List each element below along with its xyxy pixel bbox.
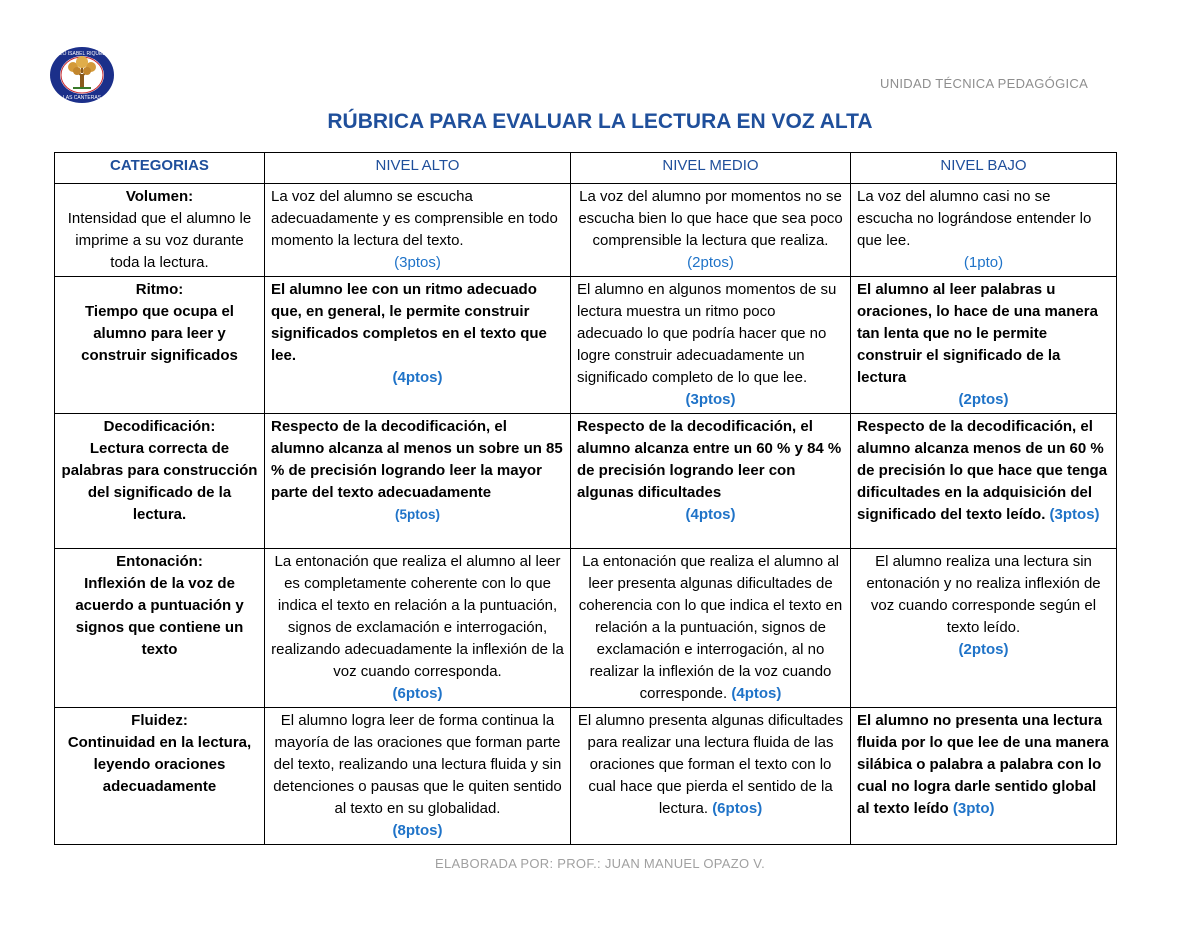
points-label: (2ptos) [958,641,1009,658]
header-categories: CATEGORIAS [55,153,265,184]
descriptor-cell [851,549,1117,708]
descriptor-text: La entonación que realiza el alumno al leer es completamente coherente con lo que indica el texto en relación a la puntuación, signos de exclamación e interrogación, realizando adecuadamente la inflexión de la voz cuando corresponda. [271,553,564,680]
criterion-cell [55,277,265,414]
descriptor-cell [571,549,851,708]
descriptor-cell [851,277,1117,414]
table-row [55,708,1117,845]
descriptor-text: La entonación que realiza el alumno al leer presenta algunas dificultades de coherencia con lo que indica el texto en relación a la puntuación, signos de exclamación e interrogación, al no realizar la inflexión de la voz cuando corresponde. [578,553,843,702]
points-label: (4ptos) [731,685,782,702]
criterion-description: Lectura correcta de palabras para construcción del significado de la lectura. [61,440,258,523]
unit-header: UNIDAD TÉCNICA PEDAGÓGICA [880,76,1089,91]
header-nivel-alto: NIVEL ALTO [265,153,571,184]
descriptor-text: Respecto de la decodificación, el alumno alcanza entre un 60 % y 84 % de precisión logrando leer con algunas dificultades [577,418,842,501]
descriptor-text: El alumno presenta algunas dificultades para realizar una lectura fluida de las oraciones que forman el texto con lo cual hace que pierda el sentido de la lectura. [577,712,844,817]
descriptor-cell [265,708,571,845]
descriptor-cell [265,549,571,708]
page-title: RÚBRICA PARA EVALUAR LA LECTURA EN VOZ ALTA [327,110,873,133]
table-row [55,414,1117,549]
descriptor-cell [265,414,571,549]
points-label: (1pto) [963,254,1004,271]
criterion-cell [55,708,265,845]
descriptor-cell [571,414,851,549]
criterion-description: Tiempo que ocupa el alumno para leer y construir significados [81,303,238,364]
points-label: (2ptos) [958,391,1009,408]
table-row [55,549,1117,708]
header-nivel-bajo: NIVEL BAJO [851,153,1117,184]
criterion-cell [55,414,265,549]
descriptor-text: Respecto de la decodificación, el alumno alcanza al menos un sobre un 85 % de precisión logrando leer la mayor parte del texto adecuadamente [271,418,563,501]
footer-author: ELABORADA POR: PROF.: JUAN MANUEL OPAZO V. [435,856,765,871]
points-label: (5ptos) [395,507,440,522]
descriptor-cell [851,414,1117,549]
points-label: (6ptos) [392,685,443,702]
criterion-description: Intensidad que el alumno le imprime a su voz durante toda la lectura. [67,210,252,271]
descriptor-cell [851,708,1117,845]
descriptor-text: La voz del alumno se escucha adecuadamente y es comprensible en todo momento la lectura del texto. [271,188,558,249]
descriptor-cell [265,184,571,277]
criterion-description: Inflexión de la voz de acuerdo a puntuación y signos que contiene un texto [75,575,244,658]
criterion-name: Decodificación: [103,418,216,435]
rubric-table [54,152,1117,845]
logo-ring-text-top: LICEO ISABEL RIQUELME [51,51,113,57]
points-label: (3ptos) [685,391,736,408]
header-row [55,153,1117,184]
descriptor-cell [851,184,1117,277]
descriptor-cell [571,184,851,277]
descriptor-cell [571,277,851,414]
descriptor-cell [265,277,571,414]
descriptor-cell [571,708,851,845]
table-row [55,184,1117,277]
descriptor-text: El alumno lee con un ritmo adecuado que, en general, le permite construir significados completos en el texto que lee. [271,281,547,364]
criterion-description: Continuidad en la lectura, leyendo oraciones adecuadamente [67,734,252,795]
descriptor-text: El alumno realiza una lectura sin entonación y no realiza inflexión de voz cuando corresponde según el texto leído. [866,553,1101,636]
descriptor-text: El alumno logra leer de forma continua la mayoría de las oraciones que forman parte del texto, realizando una lectura fluida y sin detenciones o pausas que le quiten sentido al texto en su globalidad. [273,712,562,817]
logo-ring-text-bottom: LAS CANTERAS [62,95,102,101]
points-label: (6ptos) [712,800,763,817]
descriptor-text: La voz del alumno por momentos no se escucha bien lo que hace que sea poco comprensible la lectura que realiza. [578,188,843,249]
criterion-cell [55,549,265,708]
criterion-name: Volumen: [125,188,194,205]
points-label: (4ptos) [685,506,736,523]
criterion-name: Ritmo: [135,281,184,298]
table-row [55,277,1117,414]
header-nivel-medio: NIVEL MEDIO [571,153,851,184]
descriptor-text: La voz del alumno casi no se escucha no lográndose entender lo que lee. [857,188,1092,249]
criterion-name: Fluidez: [131,712,188,729]
points-label: (4ptos) [392,369,443,386]
school-logo [49,46,115,104]
points-label: (2ptos) [687,254,734,271]
points-label: (3pto) [948,800,995,817]
descriptor-text: El alumno no presenta una lectura fluida por lo que lee de una manera silábica o palabra a palabra con lo cual no logra darle sentido global al texto leído [857,712,1109,817]
descriptor-text: Respecto de la decodificación, el alumno alcanza menos de un 60 % de precisión lo que hace que tenga dificultades en la adquisición del significado del texto leído. [857,418,1108,523]
criterion-cell [55,184,265,277]
points-label: (3ptos) [394,254,441,271]
descriptor-text: El alumno al leer palabras u oraciones, lo hace de una manera tan lenta que no le permite construir el significado de la lectura [857,281,1098,386]
criterion-name: Entonación: [116,553,203,570]
points-label: (8ptos) [392,822,443,839]
descriptor-text: El alumno en algunos momentos de su lectura muestra un ritmo poco adecuado lo que podría hacer que no logre construir adecuadamente un significado completo de lo que lee. [577,281,837,386]
points-label: (3ptos) [1049,506,1100,523]
